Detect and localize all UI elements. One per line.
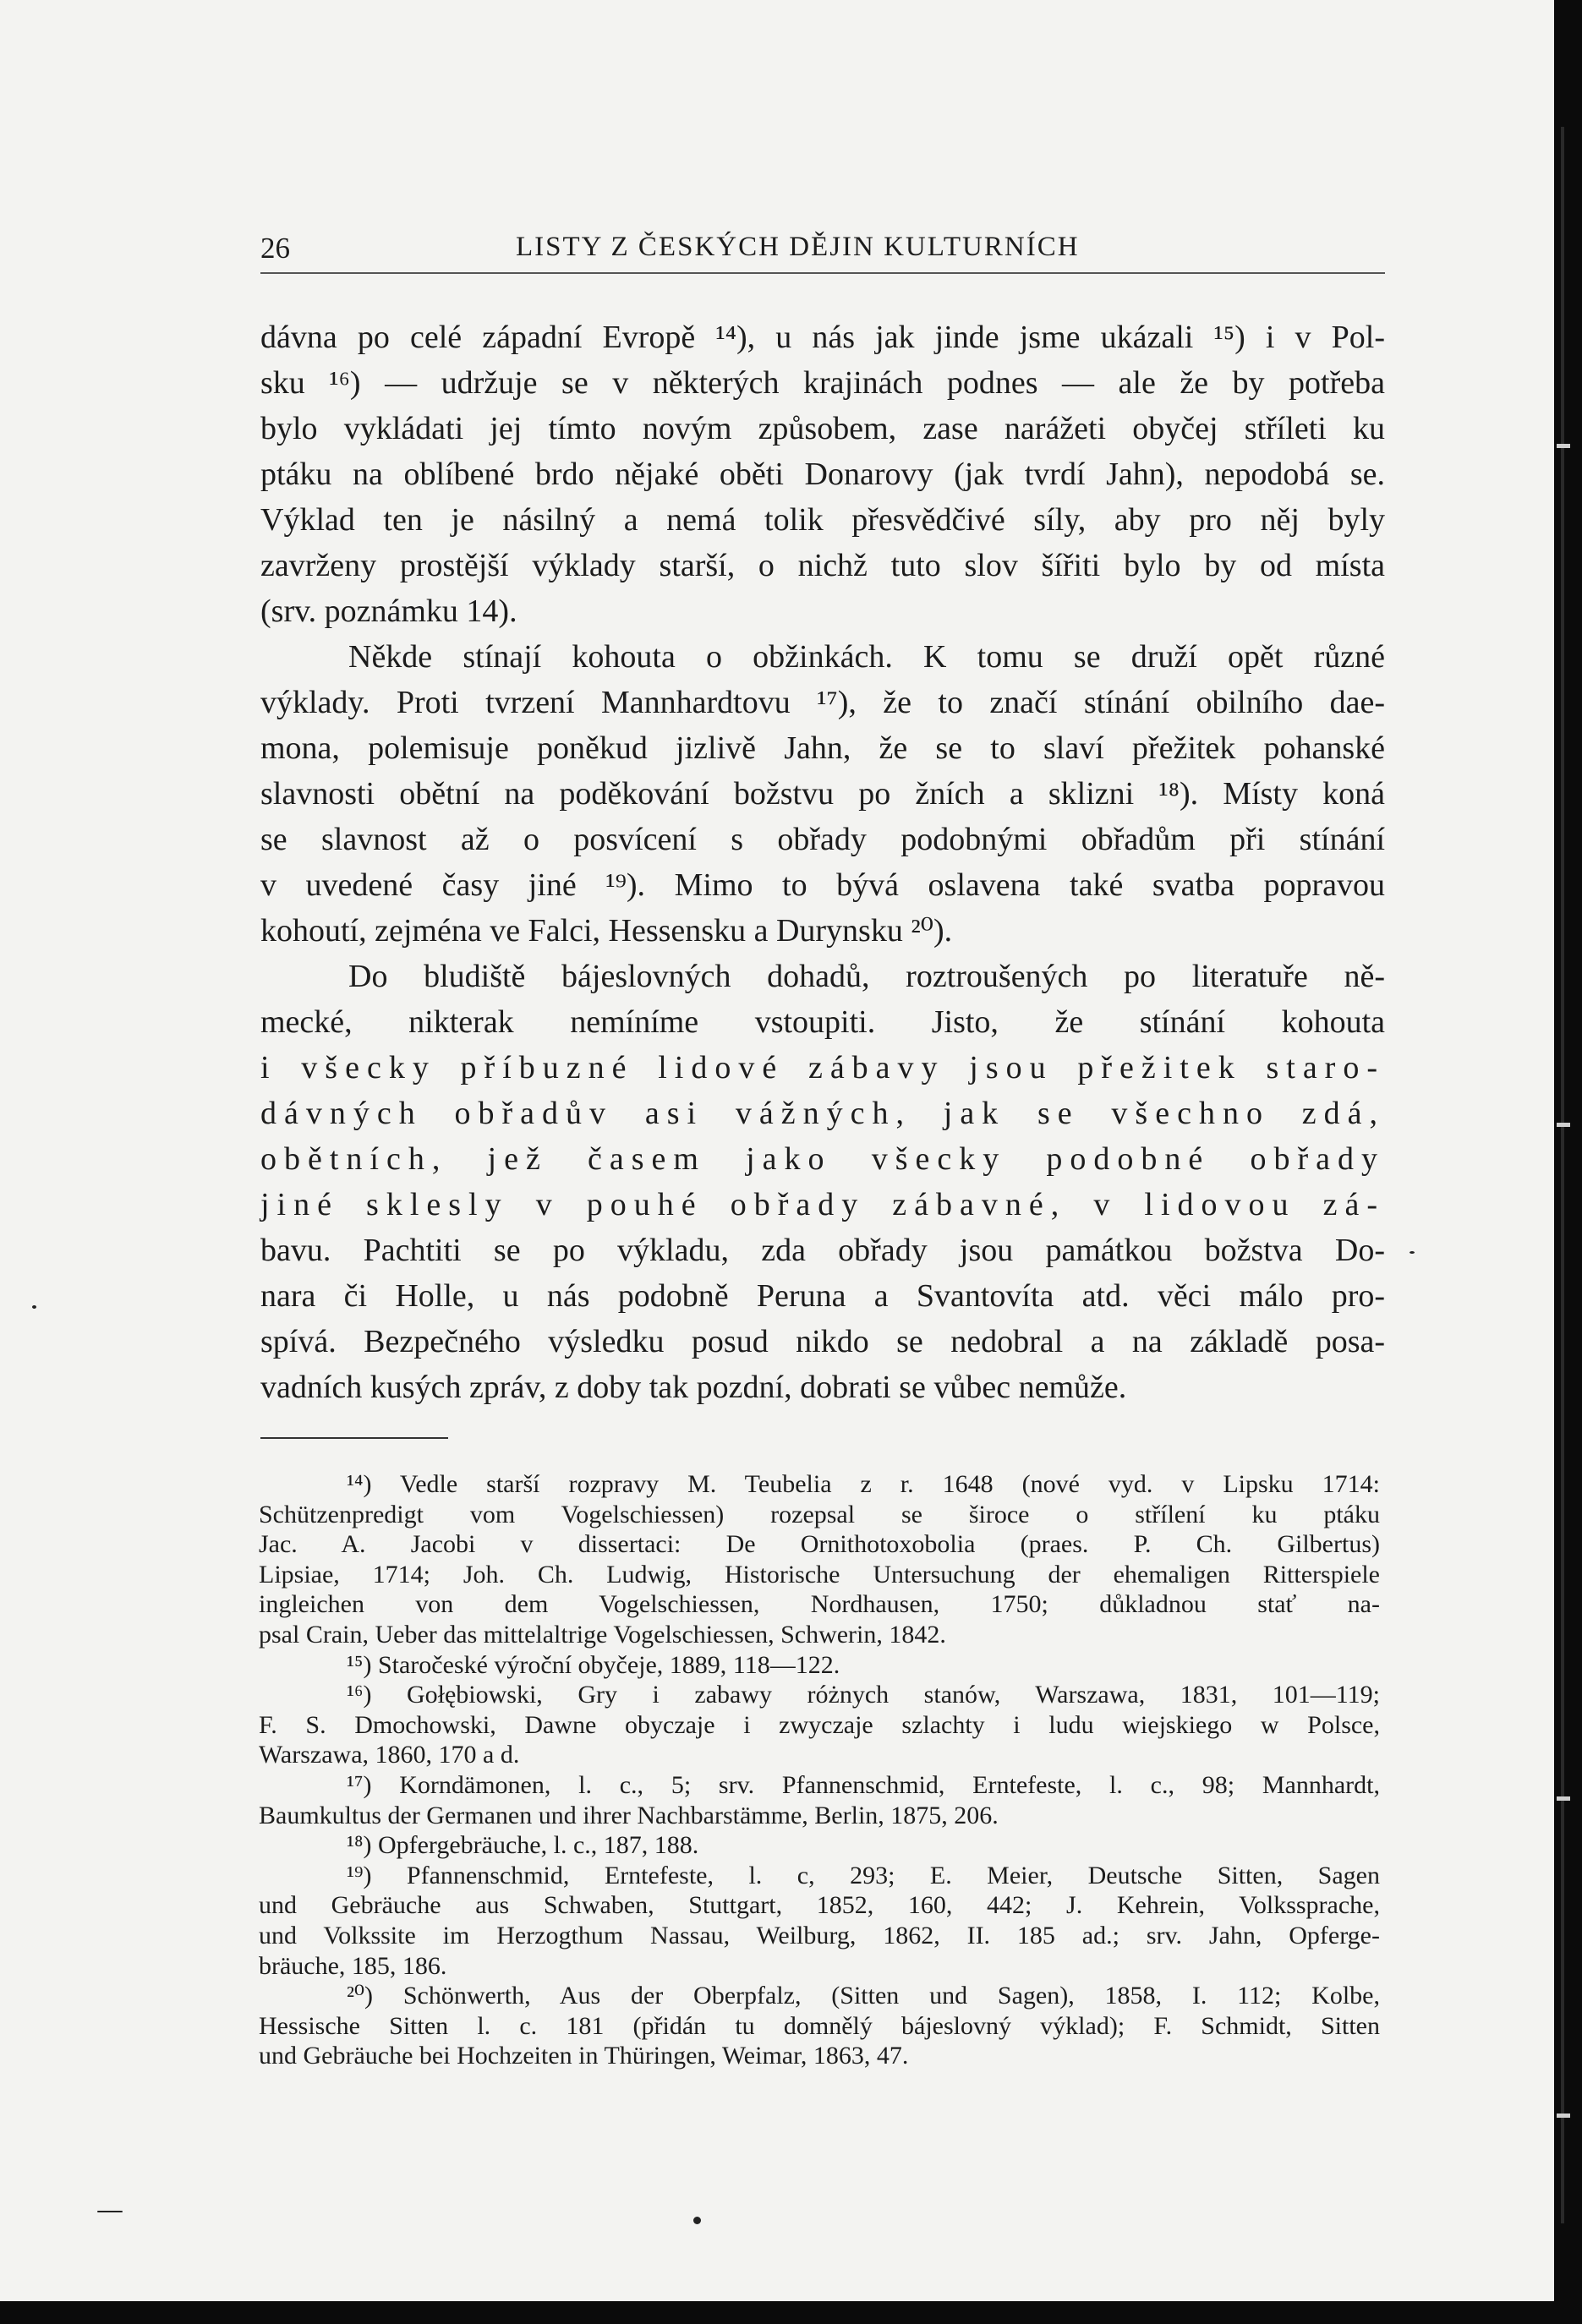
page-number: 26 — [260, 232, 290, 265]
body-line: dávna po celé západní Evropě ¹⁴), u nás jak jinde jsme ukázali ¹⁵) i v Pol- — [260, 320, 1385, 355]
footnote-rule — [260, 1437, 448, 1439]
running-head: LISTY Z ČESKÝCH DĚJIN KULTURNÍCH — [516, 232, 1080, 262]
page-header — [260, 227, 1385, 271]
body-line: kohoutí, zejména ve Falci, Hessensku a Durynsku ²⁰). — [260, 913, 953, 949]
body-line: (srv. poznámku 14). — [260, 593, 517, 629]
footnote-line: ingleichen von dem Vogelschiessen, Nordhausen, 1750; důkladnou stať na- — [259, 1590, 1380, 1619]
footnote-line: ¹⁹) Pfannenschmid, Erntefeste, l. c, 293; E. Meier, Deutsche Sitten, Sagen — [347, 1861, 1380, 1889]
footnote-line: ¹⁸) Opfergebräuche, l. c., 187, 188. — [347, 1831, 699, 1860]
footnote-line: Schützenpredigt vom Vogelschiessen) rozepsal se široce o střílení ku ptáku — [259, 1500, 1380, 1528]
footnote-line: ¹⁵) Staročeské výroční obyčeje, 1889, 118—122. — [347, 1650, 840, 1679]
body-line: Do bludiště bájeslovných dohadů, roztroušených po literatuře ně- — [348, 959, 1385, 994]
body-line: se slavnost až o posvícení s obřady podobnými obřadům při stínání — [260, 822, 1385, 857]
footnote-line: Jac. A. Jacobi v dissertaci: De Ornithotoxobolia (praes. P. Ch. Gilbertus) — [259, 1530, 1380, 1559]
body-line: zavrženy prostější výklady starší, o nichž tuto slov šířiti bylo by od místa — [260, 548, 1385, 583]
footnote-line: F. S. Dmochowski, Dawne obyczaje i zwyczaje szlachty i ludu wiejskiego w Polsce, — [259, 1710, 1380, 1739]
body-line: nara či Holle, u nás podobně Peruna a Svantovíta atd. věci málo pro- — [260, 1278, 1385, 1314]
scan-speck — [693, 2217, 701, 2224]
footnote-line: und Gebräuche aus Schwaben, Stuttgart, 1852, 160, 442; J. Kehrein, Volkssprache, — [259, 1891, 1380, 1920]
body-line: v uvedené časy jiné ¹⁹). Mimo to bývá oslavena také svatba popravou — [260, 867, 1385, 903]
body-line: i všecky příbuzné lidové zábavy jsou přežitek staro- — [260, 1050, 1385, 1085]
binding-mark — [1557, 2113, 1570, 2118]
footnote-line: ¹⁶) Gołębiowski, Gry i zabawy różnych stanów, Warszawa, 1831, 101—119; — [347, 1681, 1380, 1709]
footnote-line: psal Crain, Ueber das mittelaltrige Vogelschiessen, Schwerin, 1842. — [259, 1620, 946, 1649]
body-line: bylo vykládati jej tímto novým způsobem, zase narážeti obyčej stříleti ku — [260, 411, 1385, 446]
scan-edge-bottom — [0, 2301, 1582, 2324]
scan-speck — [32, 1305, 36, 1309]
footnote-line: bräuche, 185, 186. — [259, 1951, 447, 1980]
body-line: jiné sklesly v pouhé obřady zábavné, v lidovou zá- — [260, 1187, 1385, 1222]
footnote-line: und Volkssite im Herzogthum Nassau, Weilburg, 1862, II. 185 ad.; srv. Jahn, Opferge- — [259, 1921, 1380, 1949]
footnote-line: Warszawa, 1860, 170 a d. — [259, 1741, 520, 1769]
binding-line — [1561, 127, 1564, 2223]
scan-edge-right — [1554, 0, 1582, 2324]
footnote-line: Baumkultus der Germanen und ihrer Nachbarstämme, Berlin, 1875, 206. — [259, 1801, 999, 1829]
footnote-line: ¹⁷) Korndämonen, l. c., 5; srv. Pfannenschmid, Erntefeste, l. c., 98; Mannhardt, — [347, 1770, 1380, 1799]
header-rule — [260, 272, 1385, 274]
body-line: Někde stínají kohouta o obžinkách. K tomu se druží opět různé — [348, 639, 1385, 675]
body-text — [260, 314, 1385, 1410]
body-line: bavu. Pachtiti se po výkladu, zda obřady jsou památkou božstva Do- — [260, 1233, 1385, 1268]
scan-speck — [97, 2211, 123, 2212]
body-line: mecké, nikterak nemíníme vstoupiti. Jisto, že stínání kohouta — [260, 1004, 1385, 1040]
footnote-line: und Gebräuche bei Hochzeiten in Thüringen, Weimar, 1863, 47. — [259, 2042, 909, 2070]
binding-mark — [1557, 1796, 1570, 1801]
body-line: dávných obřadův asi vážných, jak se všechno zdá, — [260, 1096, 1385, 1131]
body-line: výklady. Proti tvrzení Mannhardtovu ¹⁷), že to značí stínání obilního dae- — [260, 685, 1385, 720]
footnotes — [259, 1469, 1380, 2071]
footnote-line: ²⁰) Schönwerth, Aus der Oberpfalz, (Sitten und Sagen), 1858, I. 112; Kolbe, — [347, 1982, 1380, 2010]
body-line: obětních, jež časem jako všecky podobné obřady — [260, 1141, 1385, 1177]
footnote-line: Hessische Sitten l. c. 181 (přidán tu domnělý bájeslovný výklad); F. Schmidt, Sitten — [259, 2011, 1380, 2040]
body-line: spívá. Bezpečného výsledku posud nikdo se nedobral a na základě posa- — [260, 1324, 1385, 1359]
body-line: ptáku na oblíbené brdo nějaké oběti Donarovy (jak tvrdí Jahn), nepodobá se. — [260, 457, 1385, 492]
body-line: slavnosti obětní na poděkování božstvu po žních a sklizni ¹⁸). Místy koná — [260, 776, 1385, 812]
binding-mark — [1557, 1123, 1570, 1127]
footnote-line: Lipsiae, 1714; Joh. Ch. Ludwig, Historische Untersuchung der ehemaligen Ritterspiele — [259, 1560, 1380, 1589]
body-line: vadních kusých zpráv, z doby tak pozdní, dobrati se vůbec nemůže. — [260, 1370, 1127, 1405]
body-line: mona, polemisuje poněkud jizlivě Jahn, že se to slaví přežitek pohanské — [260, 730, 1385, 766]
binding-mark — [1557, 444, 1570, 448]
body-line: Výklad ten je násilný a nemá tolik přesvědčivé síly, aby pro něj byly — [260, 502, 1385, 538]
scan-speck — [1410, 1251, 1415, 1254]
footnote-line: ¹⁴) Vedle starší rozpravy M. Teubelia z r. 1648 (nové vyd. v Lipsku 1714: — [347, 1470, 1380, 1498]
body-line: sku ¹⁶) — udržuje se v některých krajinách podnes — ale že by potřeba — [260, 365, 1385, 401]
